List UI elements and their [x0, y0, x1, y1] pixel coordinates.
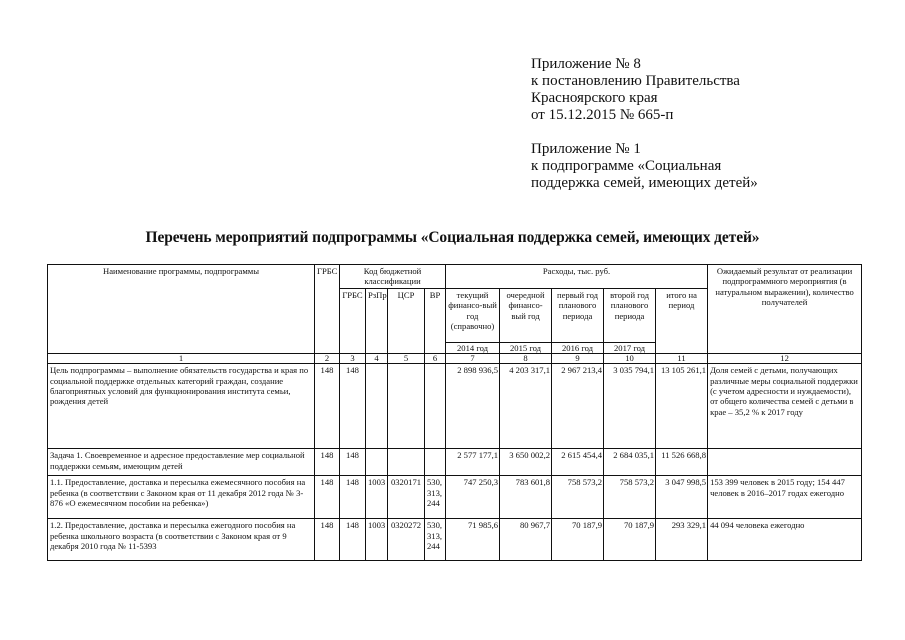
header-first-label: первый год планового периода [557, 289, 599, 321]
header-sub-grbs: ГРБС [340, 288, 366, 353]
row-vr [425, 364, 446, 449]
table-row [48, 519, 862, 561]
row-value-2017: 3 035 794,1 [604, 364, 656, 449]
row-vr: 530, 313, 244 [425, 519, 446, 561]
row-value-2014: 747 250,3 [446, 476, 500, 519]
row-rzpr: 1003 [366, 519, 388, 561]
header-first-year-value: 2016 год [552, 342, 603, 353]
row-value-total: 3 047 998,5 [656, 476, 708, 519]
row-grbs-code: 148 [340, 364, 366, 449]
row-value-2016: 70 187,9 [552, 519, 604, 561]
row-rzpr [366, 364, 388, 449]
row-grbs-code: 148 [340, 449, 366, 476]
row-csr: 0320272 [388, 519, 425, 561]
column-numbers-row [48, 354, 862, 364]
row-grbs: 148 [315, 476, 340, 519]
column-number: 11 [656, 354, 708, 364]
row-name: Цель подпрограммы – выполнение обязательств государства и края по социальной поддержке отдельных категорий граждан, создание благоприятных условий для функционирования института семьи, рождения детей [48, 364, 315, 449]
row-grbs: 148 [315, 364, 340, 449]
row-csr [388, 364, 425, 449]
appendix-1-line: поддержка семей, имеющих детей» [531, 175, 758, 191]
row-value-2017: 758 573,2 [604, 476, 656, 519]
header-rzpr: РзПр [366, 288, 388, 353]
column-number: 12 [708, 354, 862, 364]
header-row-1 [48, 265, 862, 289]
header-second-label: второй год планового периода [610, 289, 649, 321]
column-number: 9 [552, 354, 604, 364]
row-value-2015: 783 601,8 [500, 476, 552, 519]
column-number: 2 [315, 354, 340, 364]
table-row [48, 476, 862, 519]
table-row [48, 449, 862, 476]
row-value-2015: 4 203 317,1 [500, 364, 552, 449]
row-csr: 0320171 [388, 476, 425, 519]
header-second-year-value: 2017 год [604, 342, 655, 353]
row-value-2017: 2 684 035,1 [604, 449, 656, 476]
row-rzpr [366, 449, 388, 476]
header-second-plan-year [604, 288, 656, 353]
row-csr [388, 449, 425, 476]
row-value-2016: 758 573,2 [552, 476, 604, 519]
header-budget-code: Код бюджетной классификации [340, 265, 446, 289]
row-value-2016: 2 967 213,4 [552, 364, 604, 449]
header-expected-result: Ожидаемый результат от реализации подпрограммного мероприятия (в натуральном выражении), количество получателей [708, 265, 862, 354]
header-csr: ЦСР [388, 288, 425, 353]
table-row [48, 364, 862, 449]
row-expected-result [708, 449, 862, 476]
header-current-year-value: 2014 год [446, 342, 499, 353]
header-vr: ВР [425, 288, 446, 353]
row-value-total: 13 105 261,1 [656, 364, 708, 449]
header-next-label: очередной финансо-вый год [506, 289, 545, 321]
appendix-8-line: Красноярского края [531, 90, 658, 106]
row-name: 1.1. Предоставление, доставка и пересылка ежемесячного пособия на ребенка (в соответствии с Законом края от 11 декабря 2012 года № 3-876 «О ежемесячном пособии на ребенка») [48, 476, 315, 519]
row-grbs-code: 148 [340, 519, 366, 561]
row-name: Задача 1. Своевременное и адресное предоставление мер социальной поддержки семьям, имеющим детей [48, 449, 315, 476]
column-number: 4 [366, 354, 388, 364]
column-number: 10 [604, 354, 656, 364]
appendix-8-line: к постановлению Правительства [531, 73, 740, 89]
row-value-2014: 2 577 177,1 [446, 449, 500, 476]
row-grbs: 148 [315, 519, 340, 561]
header-next-year [500, 288, 552, 353]
appendix-8-line: от 15.12.2015 № 665-п [531, 107, 674, 123]
row-value-2017: 70 187,9 [604, 519, 656, 561]
row-value-total: 293 329,1 [656, 519, 708, 561]
appendix-1-line: Приложение № 1 [531, 141, 641, 157]
row-value-2014: 71 985,6 [446, 519, 500, 561]
row-expected-result: Доля семей с детьми, получающих различные меры социальной поддержки (с учетом адресности и нуждаемости), от общего количества семей с детьми в крае – 35,2 % к 2017 году [708, 364, 862, 449]
header-name: Наименование программы, подпрограммы [48, 265, 315, 354]
header-first-plan-year [552, 288, 604, 353]
column-number: 5 [388, 354, 425, 364]
measures-table [47, 264, 862, 561]
column-number: 8 [500, 354, 552, 364]
row-value-2015: 80 967,7 [500, 519, 552, 561]
appendix-1-block [531, 141, 758, 192]
column-number: 7 [446, 354, 500, 364]
appendix-8-block [531, 56, 740, 124]
row-vr: 530, 313, 244 [425, 476, 446, 519]
page-title: Перечень мероприятий подпрограммы «Социальная поддержка семей, имеющих детей» [145, 229, 760, 246]
row-expected-result: 153 399 человек в 2015 году; 154 447 человек в 2016–2017 годах ежегодно [708, 476, 862, 519]
row-name: 1.2. Предоставление, доставка и пересылка ежегодного пособия на ребенка школьного возраста (в соответствии с Законом края от 9 декабря 2010 года № 11-5393 [48, 519, 315, 561]
appendix-8-line: Приложение № 8 [531, 56, 641, 72]
header-expenses: Расходы, тыс. руб. [446, 265, 708, 289]
column-number: 1 [48, 354, 315, 364]
row-vr [425, 449, 446, 476]
header-total: итого на период [656, 288, 708, 353]
header-current-year [446, 288, 500, 353]
row-value-total: 11 526 668,8 [656, 449, 708, 476]
header-current-label: текущий финансо-вый год (справочно) [448, 289, 497, 332]
row-grbs-code: 148 [340, 476, 366, 519]
row-value-2016: 2 615 454,4 [552, 449, 604, 476]
header-grbs: ГРБС [315, 265, 340, 354]
row-rzpr: 1003 [366, 476, 388, 519]
column-number: 3 [340, 354, 366, 364]
row-expected-result: 44 094 человека ежегодно [708, 519, 862, 561]
row-value-2014: 2 898 936,5 [446, 364, 500, 449]
column-number: 6 [425, 354, 446, 364]
row-grbs: 148 [315, 449, 340, 476]
appendix-1-line: к подпрограмме «Социальная [531, 158, 722, 174]
header-next-year-value: 2015 год [500, 342, 551, 353]
row-value-2015: 3 650 002,2 [500, 449, 552, 476]
